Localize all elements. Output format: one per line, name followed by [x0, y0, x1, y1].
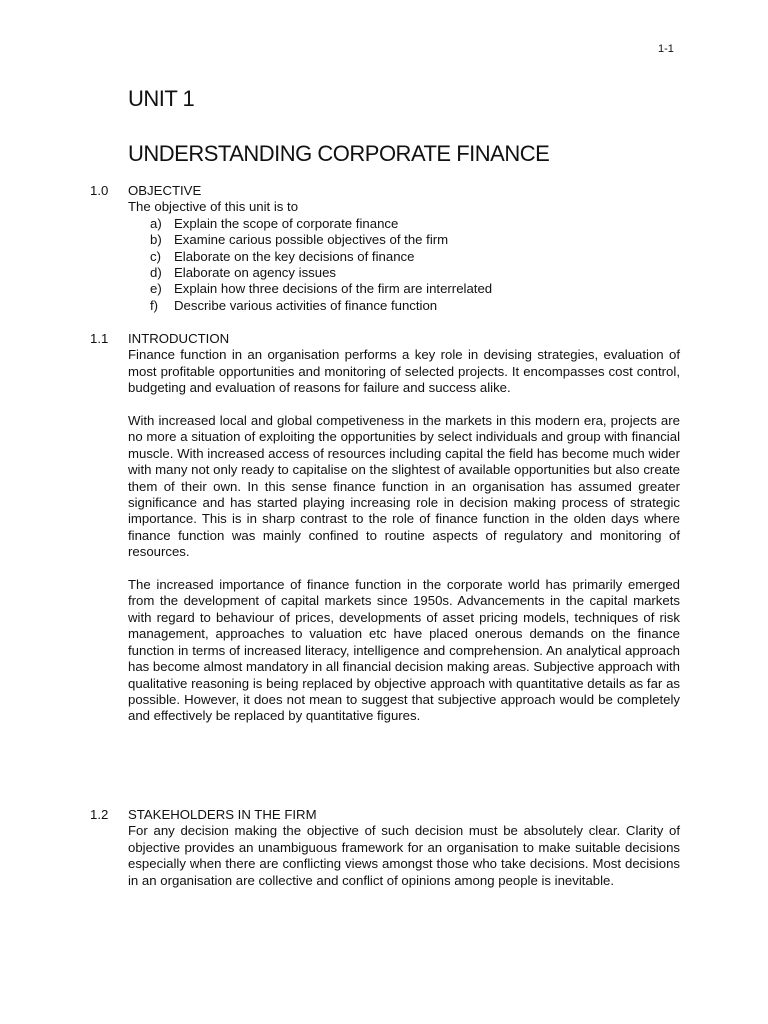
section-introduction: [90, 331, 680, 725]
list-item-text: Explain how three decisions of the firm are interrelated: [174, 281, 493, 297]
section-body: [128, 183, 680, 314]
section-number: 1.1: [90, 331, 109, 346]
list-item: [150, 298, 680, 314]
section-heading: INTRODUCTION: [128, 331, 230, 346]
paragraph: For any decision making the objective of such decision must be absolutely clear. Clarity of objective provides an unambiguous framework for an organisation to make suitable decisions especially when there are conflicting views amongst those who take decisions. Most decisions in an organisation are collective and conflict of opinions among people is inevitable.: [128, 823, 680, 888]
section-heading: OBJECTIVE: [128, 183, 202, 198]
list-item-text: Elaborate on agency issues: [174, 265, 337, 281]
list-item: [150, 249, 680, 265]
list-item-text: Elaborate on the key decisions of finance: [174, 248, 415, 264]
section-body: [128, 807, 680, 889]
paragraph: With increased local and global competiveness in the markets in this modern era, projects are no more a situation of exploiting the opportunities by select individuals and group with financial muscle. With increased access of resources including capital the field has become much wider with many not only ready to capitalise on the slightest of available opportunities but also create them of their own. In this sense finance function in an organisation has assumed greater significance and has started playing increasing role in decision making process of strategic importance. This is in sharp contrast to the role of finance function in the olden days where finance function was mainly confined to routine aspects of regulatory and monitoring of resources.: [128, 413, 680, 560]
unit-title: UNIT 1: [128, 86, 195, 111]
paragraph: The increased importance of finance function in the corporate world has primarily emerged from the development of capital markets since 1950s. Advancements in the capital markets with regard to behaviour of prices, developments of asset pricing models, techniques of risk management, approaches to valuation etc have placed onerous demands on the finance function in terms of increased literacy, intelligence and comprehension. An analytical approach has become almost mandatory in all financial decision making areas. Subjective approach with qualitative reasoning is being replaced by objective approach with quantitative details as far as possible. However, it does not mean to suggest that subjective approach would be completely and effectively be replaced by quantitative figures.: [128, 577, 680, 724]
list-marker: e): [150, 281, 162, 297]
list-marker: a): [150, 215, 162, 231]
page-title: UNDERSTANDING CORPORATE FINANCE: [128, 141, 550, 166]
section-number: 1.2: [90, 807, 109, 822]
section-objective: [90, 183, 680, 314]
section-heading: STAKEHOLDERS IN THE FIRM: [128, 807, 317, 822]
page-number: 1-1: [658, 43, 674, 55]
list-marker: d): [150, 265, 162, 281]
section-body: [128, 331, 680, 725]
section-stakeholders: [90, 807, 680, 889]
list-item: [150, 265, 680, 281]
list-item: [150, 232, 680, 248]
paragraph: Finance function in an organisation performs a key role in devising strategies, evaluation of most profitable opportunities and monitoring of selected projects. It encompasses cost control, budgeting and evaluation of reasons for failure and success alike.: [128, 347, 680, 396]
list-item-text: Examine carious possible objectives of the firm: [174, 232, 449, 248]
list-item: [150, 216, 680, 232]
list-item-text: Describe various activities of finance function: [174, 297, 438, 313]
list-marker: b): [150, 232, 162, 248]
list-marker: c): [150, 248, 161, 264]
section-number: 1.0: [90, 183, 109, 198]
objective-list: [128, 216, 680, 314]
list-item: [150, 281, 680, 297]
list-item-text: Explain the scope of corporate finance: [174, 215, 399, 231]
objective-intro: The objective of this unit is to: [128, 199, 299, 215]
list-marker: f): [150, 297, 159, 313]
